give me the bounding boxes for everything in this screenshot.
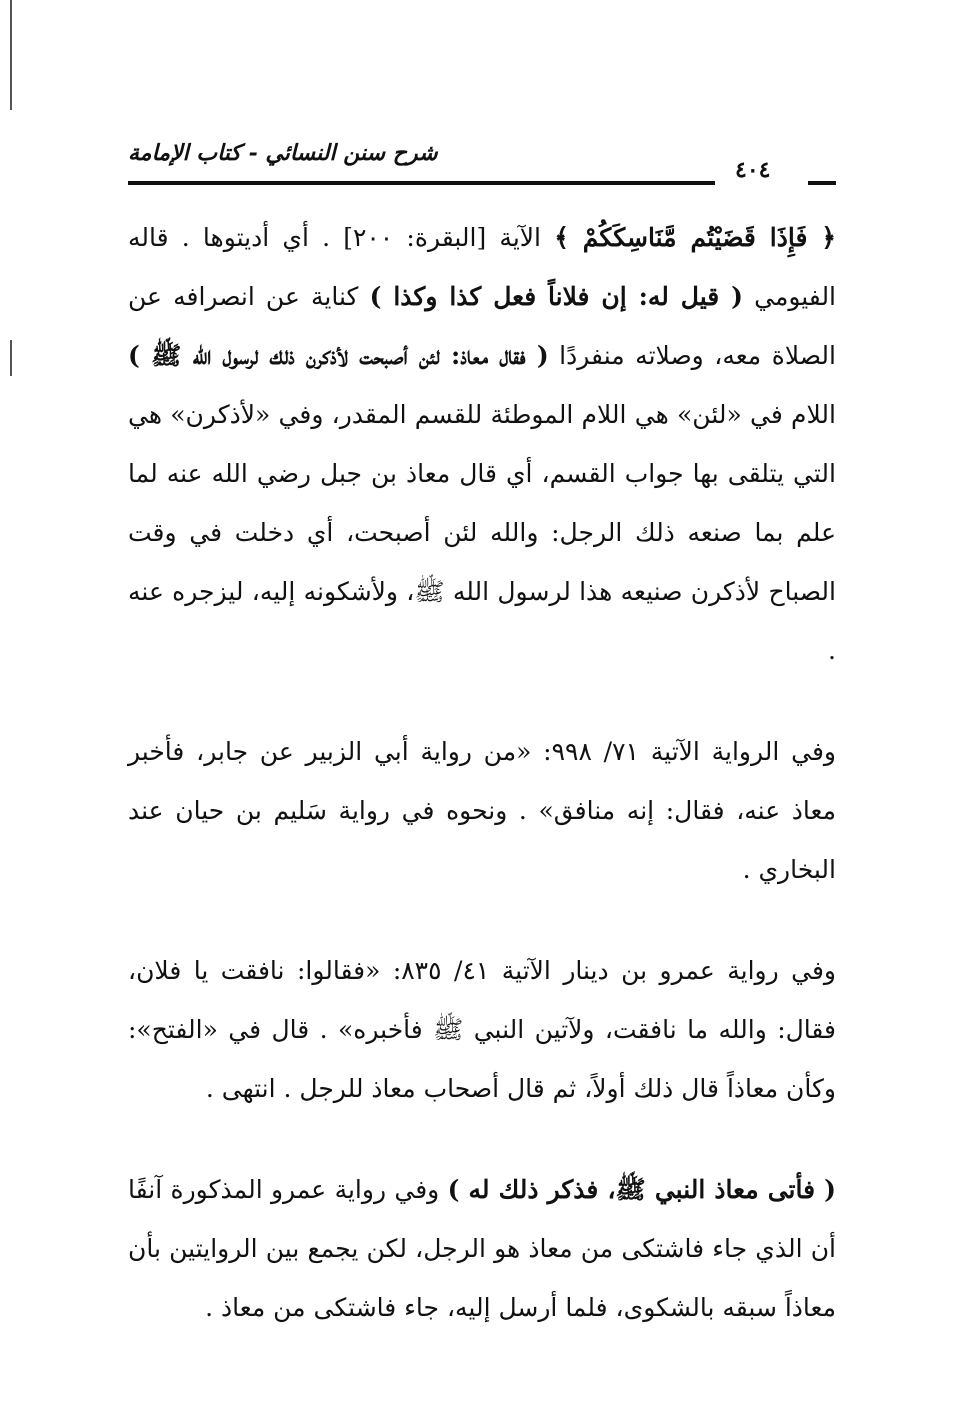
text-run: الآية [البقرة: ٢٠٠] . أي أديتوها . قاله الفيومي — [128, 223, 837, 311]
paragraph — [128, 941, 836, 1118]
running-header-title: شرح سنن النسائي - كتاب الإمامة — [128, 140, 438, 166]
paragraph — [128, 722, 836, 899]
scan-edge-mark — [10, 0, 12, 110]
text-run: وفي الرواية الآتية ٧١/ ٩٩٨: «من رواية أبي الزبير عن جابر، فأخبر معاذ عنه، فقال: إنه منافق» . ونحوه في رواية سَليم بن حيان عند البخاري . — [128, 737, 836, 884]
header-rule-short — [808, 181, 836, 185]
text-run: وفي رواية عمرو المذكورة آنفًا أن الذي جاء فاشتكى من معاذ هو الرجل، لكن يجمع بين الروايتين بأن معاذاً سبقه بالشكوى، فلما أرسل إليه، جاء فاشتكى من معاذ . — [128, 1175, 836, 1322]
text-run: وفي رواية عمرو بن دينار الآتية ٤١/ ٨٣٥: «فقالوا: نافقت يا فلان، فقال: والله ما نافقت، ولآتين النبي ﷺ فأخبره» . قال في «الفتح»: وكأن معاذاً قال ذلك أولاً، ثم قال أصحاب معاذ للرجل . انتهى . — [128, 956, 837, 1103]
text-run: اللام في «لئن» هي اللام الموطئة للقسم المقدر، وفي «لأذكرن» هي التي يتلقى بها جواب القسم، أي قال معاذ بن جبل رضي الله عنه لما علم بما صنعه ذلك الرجل: والله لئن أصبحت، أي دخلت في وقت الصباح لأذكرن صنيعه هذا لرسول الله ﷺ، ولأشكونه إليه، ليزجره عنه . — [128, 400, 836, 665]
hadith-quote: ( فأتى معاذ النبي ﷺ، فذكر ذلك له ) — [447, 1175, 837, 1204]
scan-edge-mark — [10, 340, 12, 376]
body-text — [128, 208, 836, 1337]
hadith-quote: ( فقال معاذ: لئن أصبحت لأذكرن ذلك لرسول الله ﷺ ) — [128, 341, 549, 370]
header-rule — [128, 181, 715, 185]
hadith-quote: ( قيل له: إن فلاناً فعل كذا وكذا ) — [369, 282, 743, 311]
paragraph — [128, 208, 836, 680]
text-run: كناية عن انصرافه عن الصلاة معه، وصلاته منفردًا — [128, 282, 836, 370]
quran-verse: ﴿ فَإِذَا قَضَيْتُم مَّنَاسِكَكُمْ ﴾ — [554, 223, 836, 252]
paragraph — [128, 1160, 836, 1337]
page-number: ٤٠٤ — [735, 157, 771, 183]
